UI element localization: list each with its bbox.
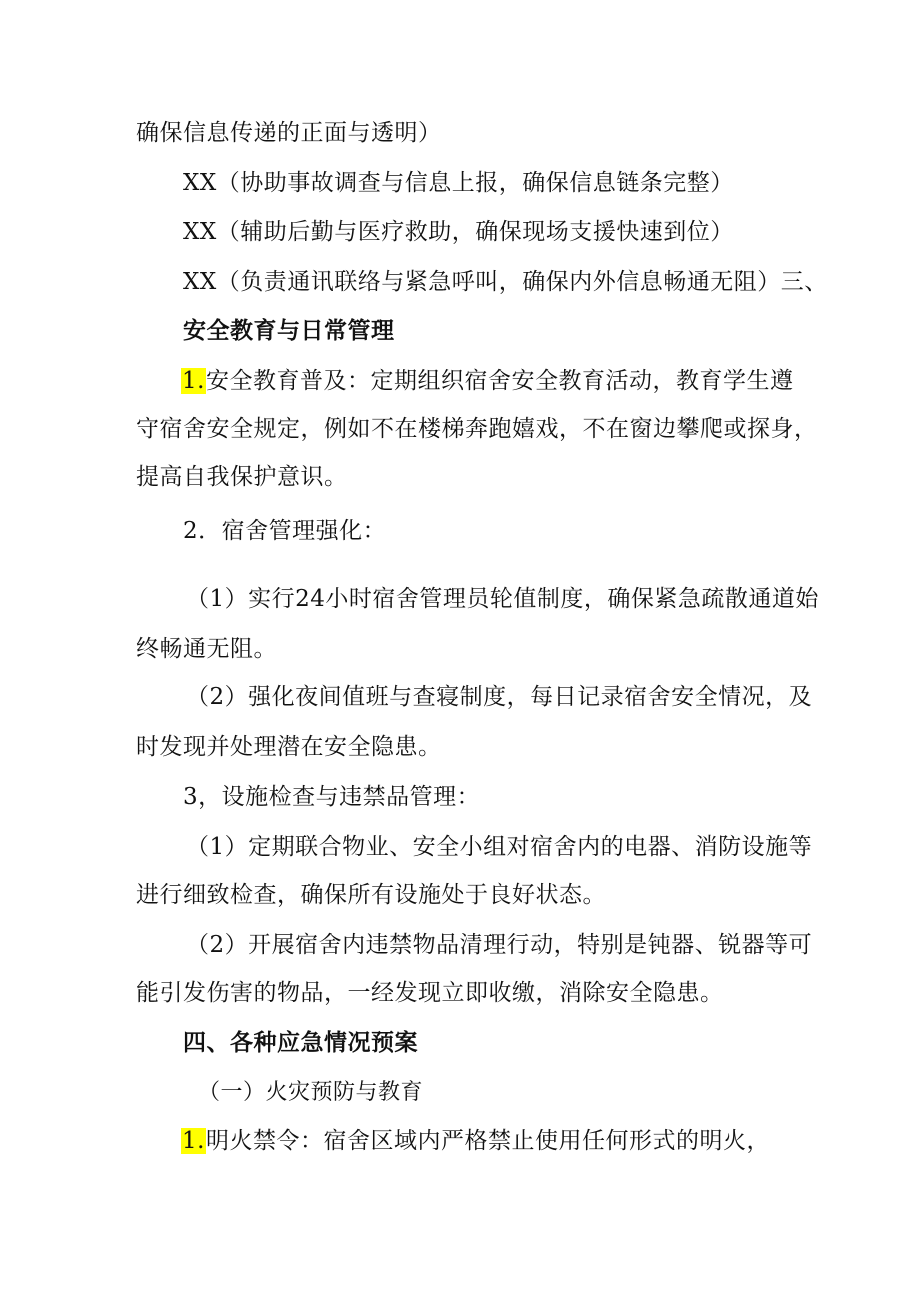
item3-sub2-line1: （2）开展宿舍内违禁物品清理行动，特别是钝器、锐器等可 <box>186 932 813 958</box>
item3-sub1-line2: 进行细致检查，确保所有设施处于良好状态。 <box>136 882 606 908</box>
role-line-1: XX（协助事故调查与信息上报，确保信息链条完整） <box>183 170 734 196</box>
item2-sub2-line2: 时发现并处理潜在安全隐患。 <box>136 734 442 760</box>
item2-sub1-line1: （1）实行24小时宿舍管理员轮值制度，确保紧急疏散通道始 <box>186 586 819 612</box>
item3-title: 3，设施检查与违禁品管理： <box>183 784 481 810</box>
item1-line3: 提高自我保护意识。 <box>136 464 348 490</box>
item2-sub1-line2: 终畅通无阻。 <box>136 636 277 662</box>
section3-title: 安全教育与日常管理 <box>183 318 395 344</box>
item1-line2: 守宿舍安全规定，例如不在楼梯奔跑嬉戏，不在窗边攀爬或探身， <box>136 416 818 442</box>
item3-sub1-line1: （1）定期联合物业、安全小组对宿舍内的电器、消防设施等 <box>186 834 813 860</box>
fire-item1-text: 明火禁令：宿舍区域内严格禁止使用任何形式的明火， <box>205 1128 770 1154</box>
section4-title: 四、各种应急情况预案 <box>183 1030 418 1056</box>
item1-text: 安全教育普及：定期组织宿舍安全教育活动，教育学生遵 <box>205 368 794 394</box>
role-line-3: XX（负责通讯联络与紧急呼叫，确保内外信息畅通无阻）三、 <box>183 269 828 295</box>
item1-number-highlight: 1. <box>182 368 205 394</box>
continued-line: 确保信息传递的正面与透明） <box>136 120 442 146</box>
item2-sub2-line1: （2）强化夜间值班与查寝制度，每日记录宿舍安全情况，及 <box>186 684 813 710</box>
subsection1-title: （一）火灾预防与教育 <box>198 1080 424 1105</box>
item3-sub2-line2: 能引发伤害的物品，一经发现立即收缴，消除安全隐患。 <box>136 980 724 1006</box>
fire-item1-line <box>181 1124 770 1158</box>
role-line-2: XX（辅助后勤与医疗救助，确保现场支援快速到位） <box>183 219 734 245</box>
item2-title: 2．宿舍管理强化： <box>183 518 387 544</box>
fire-item1-number-highlight: 1. <box>182 1128 205 1154</box>
item1-line1 <box>181 364 793 398</box>
